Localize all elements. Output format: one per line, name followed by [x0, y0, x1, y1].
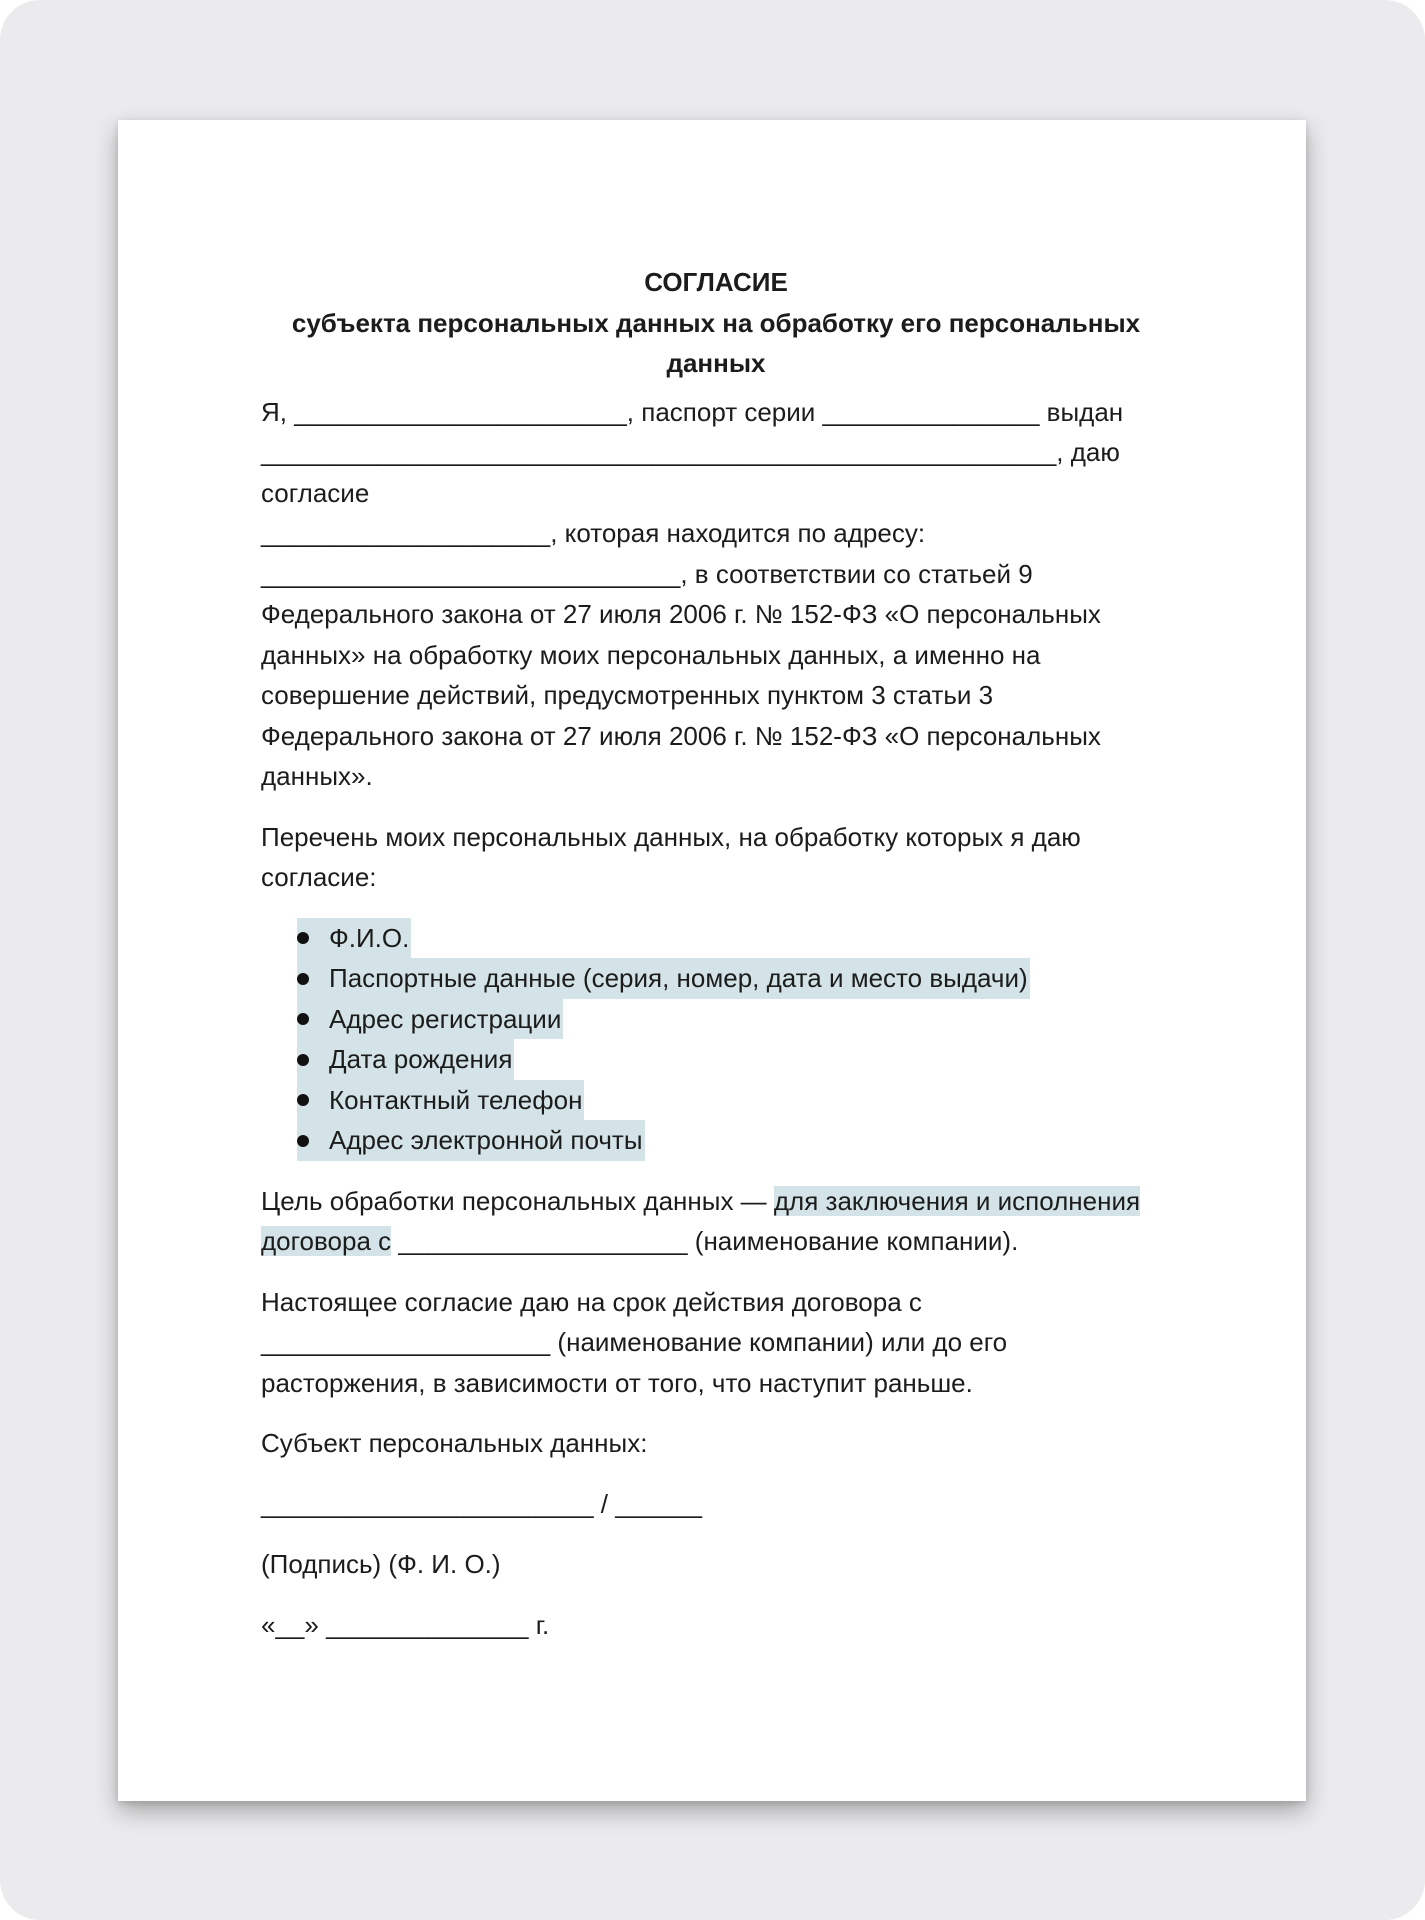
list-item-text: Паспортные данные (серия, номер, дата и место выдачи): [329, 963, 1028, 993]
list-item-highlight: [297, 958, 1030, 999]
subject-label: Субъект персональных данных:: [261, 1428, 648, 1458]
intro-text: Федерального закона от 27 июля 2006 г. № 152-ФЗ «О персональных данных» на обработку моих персональных данных, а именно на совершение действий, предусмотренных пунктом 3 статьи 3 Федерального закона от 27 июля 2006 г. № 152-ФЗ «О персональных данных».: [261, 599, 1101, 791]
bullet-icon: [297, 1135, 309, 1147]
bullet-icon: [297, 932, 309, 944]
personal-data-list: [261, 918, 1171, 1161]
intro-paragraph: [261, 392, 1171, 797]
term-paragraph: Настоящее согласие даю на срок действия договора с ____________________ (наименование компании) или до его расторжения, в зависимости от того, что наступит раньше.: [261, 1286, 1008, 1398]
purpose-paragraph: [261, 1181, 1171, 1262]
list-item-highlight: [297, 1039, 514, 1080]
bullet-icon: [297, 973, 309, 985]
list-intro: Перечень моих персональных данных, на обработку которых я даю согласие:: [261, 821, 1081, 892]
document-page: [118, 120, 1306, 1801]
list-item-text: Ф.И.О.: [329, 922, 410, 953]
document-title: СОГЛАСИЕ: [644, 267, 788, 297]
list-item-highlight: [297, 1080, 584, 1121]
list-item: [297, 999, 1171, 1040]
list-item: [297, 1120, 1171, 1161]
purpose-suffix: ____________________ (наименование компании).: [391, 1226, 1019, 1256]
list-item-text: Адрес регистрации: [329, 1003, 562, 1034]
list-item: [297, 1080, 1171, 1121]
list-item-highlight: [297, 918, 411, 959]
list-item: [297, 958, 1171, 999]
bullet-icon: [297, 1013, 309, 1025]
list-item-text: Контактный телефон: [329, 1084, 583, 1115]
list-item-text: Адрес электронной почты: [329, 1125, 643, 1155]
list-item-highlight: [297, 1120, 645, 1161]
list-item: [297, 1039, 1171, 1080]
bullet-icon: [297, 1054, 309, 1066]
document-subtitle: субъекта персональных данных на обработку его персональных данных: [291, 307, 1141, 378]
bullet-icon: [297, 1094, 309, 1106]
purpose-highlight: для заключения и исполнения договора с: [261, 1185, 1141, 1256]
document-content: [261, 262, 1171, 1665]
intro-line-3: ____________________, которая находится по адресу:: [261, 518, 926, 548]
intro-line-4: _____________________________, в соответствии со статьей 9: [261, 558, 1033, 589]
list-item-highlight: [297, 999, 563, 1040]
purpose-prefix: Цель обработки персональных данных —: [261, 1185, 774, 1216]
list-item: [297, 918, 1171, 959]
list-item-text: Дата рождения: [329, 1044, 513, 1074]
intro-line-2: _______________________________________________________, даю согласие: [261, 437, 1120, 508]
signature-line: _______________________ / ______: [261, 1488, 703, 1519]
intro-line-1: Я, _______________________, паспорт серии _______________ выдан: [261, 396, 1124, 427]
signature-caption: (Подпись) (Ф. И. О.): [261, 1549, 501, 1579]
date-line: «__» ______________ г.: [261, 1609, 550, 1640]
